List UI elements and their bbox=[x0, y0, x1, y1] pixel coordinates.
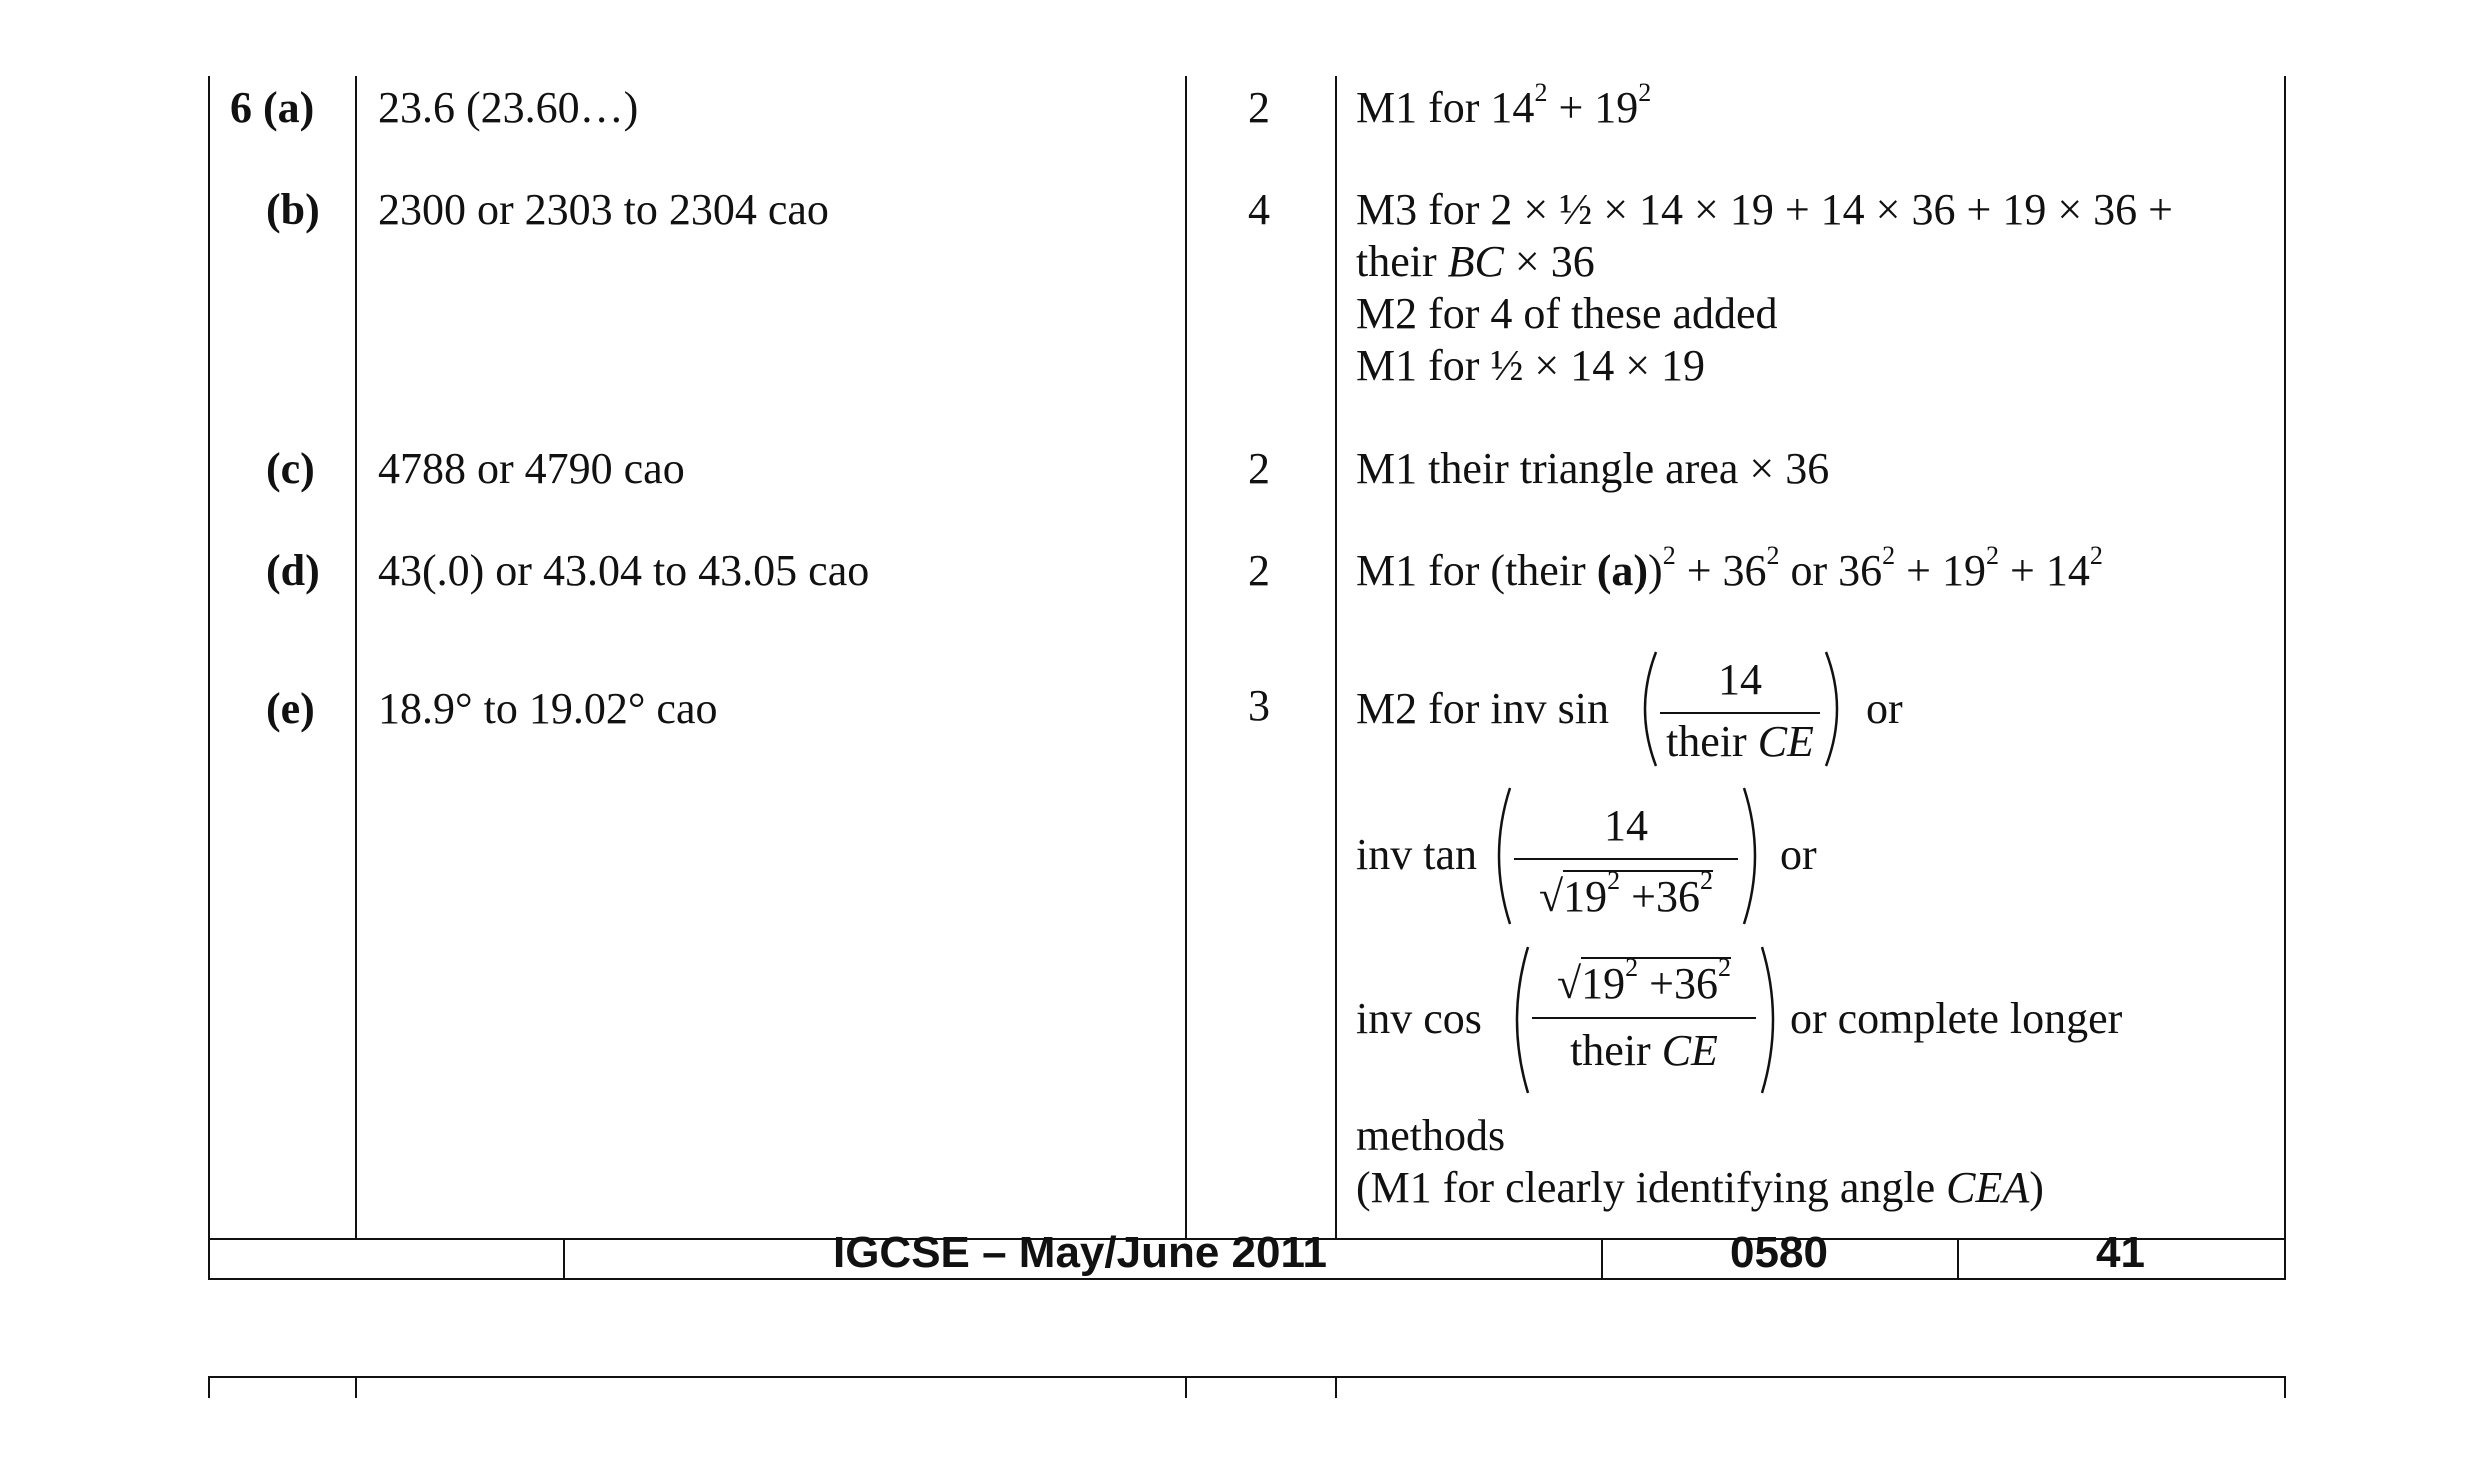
footer-paper: 41 bbox=[2096, 1228, 2145, 1277]
question-part: (b) bbox=[266, 185, 320, 234]
answer: 18.9° to 19.02° cao bbox=[378, 684, 718, 733]
next-table-divider bbox=[1185, 1376, 1187, 1398]
next-table-border bbox=[208, 1376, 210, 1398]
denominator: their CE bbox=[1666, 717, 1814, 766]
right-paren bbox=[1820, 650, 1850, 768]
left-paren bbox=[1504, 945, 1534, 1095]
answer: 23.6 (23.60…) bbox=[378, 83, 639, 132]
guidance-inv-cos-label: inv cos bbox=[1356, 994, 1482, 1043]
question-part: (e) bbox=[266, 684, 315, 733]
guidance-inv-tan-label: inv tan bbox=[1356, 830, 1477, 879]
guidance: M1 for $14^2 + 19^2$ bbox=[1356, 78, 1652, 132]
fraction-sin bbox=[1660, 650, 1820, 768]
right-paren bbox=[1738, 786, 1768, 926]
fraction-bar bbox=[1514, 858, 1738, 860]
numerator: $√19^2 +36^2$ bbox=[1557, 953, 1731, 1008]
marks: 2 bbox=[1248, 444, 1270, 493]
guidance-or-complete: or complete longer bbox=[1790, 994, 2123, 1043]
marks: 2 bbox=[1248, 546, 1270, 595]
guidance-line: their BC × 36 bbox=[1356, 237, 1595, 286]
sqrt-symbol: √ bbox=[1557, 959, 1582, 1008]
fraction-bar bbox=[1660, 712, 1820, 714]
column-divider-part bbox=[355, 76, 357, 1238]
numerator: 14 bbox=[1604, 801, 1648, 850]
marks: 4 bbox=[1248, 185, 1270, 234]
answer: 4788 or 4790 cao bbox=[378, 444, 685, 493]
next-table-border bbox=[2284, 1376, 2286, 1398]
guidance-line: M1 for ½ × 14 × 19 bbox=[1356, 341, 1706, 390]
guidance-line: M2 for 4 of these added bbox=[1356, 289, 1778, 338]
left-paren bbox=[1486, 786, 1516, 926]
guidance-inv-sin-label: M2 for inv sin bbox=[1356, 684, 1609, 733]
marks: 2 bbox=[1248, 83, 1270, 132]
denominator: their CE bbox=[1570, 1026, 1718, 1075]
guidance-m1-note: (M1 for clearly identifying angle CEA) bbox=[1356, 1163, 2044, 1212]
left-paren bbox=[1632, 650, 1662, 768]
guidance-or: or bbox=[1780, 830, 1817, 879]
table-border-right bbox=[2284, 76, 2286, 1280]
question-part: (c) bbox=[266, 444, 315, 493]
guidance-methods: methods bbox=[1356, 1111, 1506, 1160]
right-paren bbox=[1756, 945, 1786, 1095]
question-part: (d) bbox=[266, 546, 320, 595]
denominator: $√19^2 +36^2$ bbox=[1539, 866, 1713, 921]
marks: 3 bbox=[1248, 681, 1270, 730]
guidance: M1 for (their $(a))^2 + 36^2$ or $36^2 + 19^2 + 14^2$ bbox=[1356, 541, 2103, 595]
sqrt-symbol: √ bbox=[1539, 872, 1564, 921]
footer-syllabus: IGCSE – May/June 2011 bbox=[832, 1228, 1328, 1277]
footer-code: 0580 bbox=[1730, 1228, 1828, 1277]
table-border-left bbox=[208, 76, 210, 1280]
guidance-or: or bbox=[1866, 684, 1903, 733]
guidance-line: M3 for 2 × ½ × 14 × 19 + 14 × 36 + 19 × 36 + bbox=[1356, 185, 2173, 234]
fraction-cos bbox=[1532, 945, 1756, 1095]
numerator: 14 bbox=[1718, 655, 1762, 704]
footer-bottom-rule bbox=[208, 1278, 2286, 1280]
answer: 43(.0) or 43.04 to 43.05 cao bbox=[378, 546, 870, 595]
question-part: 6 (a) bbox=[230, 83, 315, 132]
next-table-top-rule bbox=[208, 1376, 2286, 1378]
answer: 2300 or 2303 to 2304 cao bbox=[378, 185, 829, 234]
fraction-tan bbox=[1514, 786, 1738, 926]
column-divider-answer bbox=[1185, 76, 1187, 1238]
next-table-divider bbox=[1335, 1376, 1337, 1398]
column-divider-mark bbox=[1335, 76, 1337, 1238]
fraction-bar bbox=[1532, 1017, 1756, 1019]
next-table-divider bbox=[355, 1376, 357, 1398]
footer-divider bbox=[563, 1238, 565, 1280]
guidance: M1 their triangle area × 36 bbox=[1356, 444, 1830, 493]
